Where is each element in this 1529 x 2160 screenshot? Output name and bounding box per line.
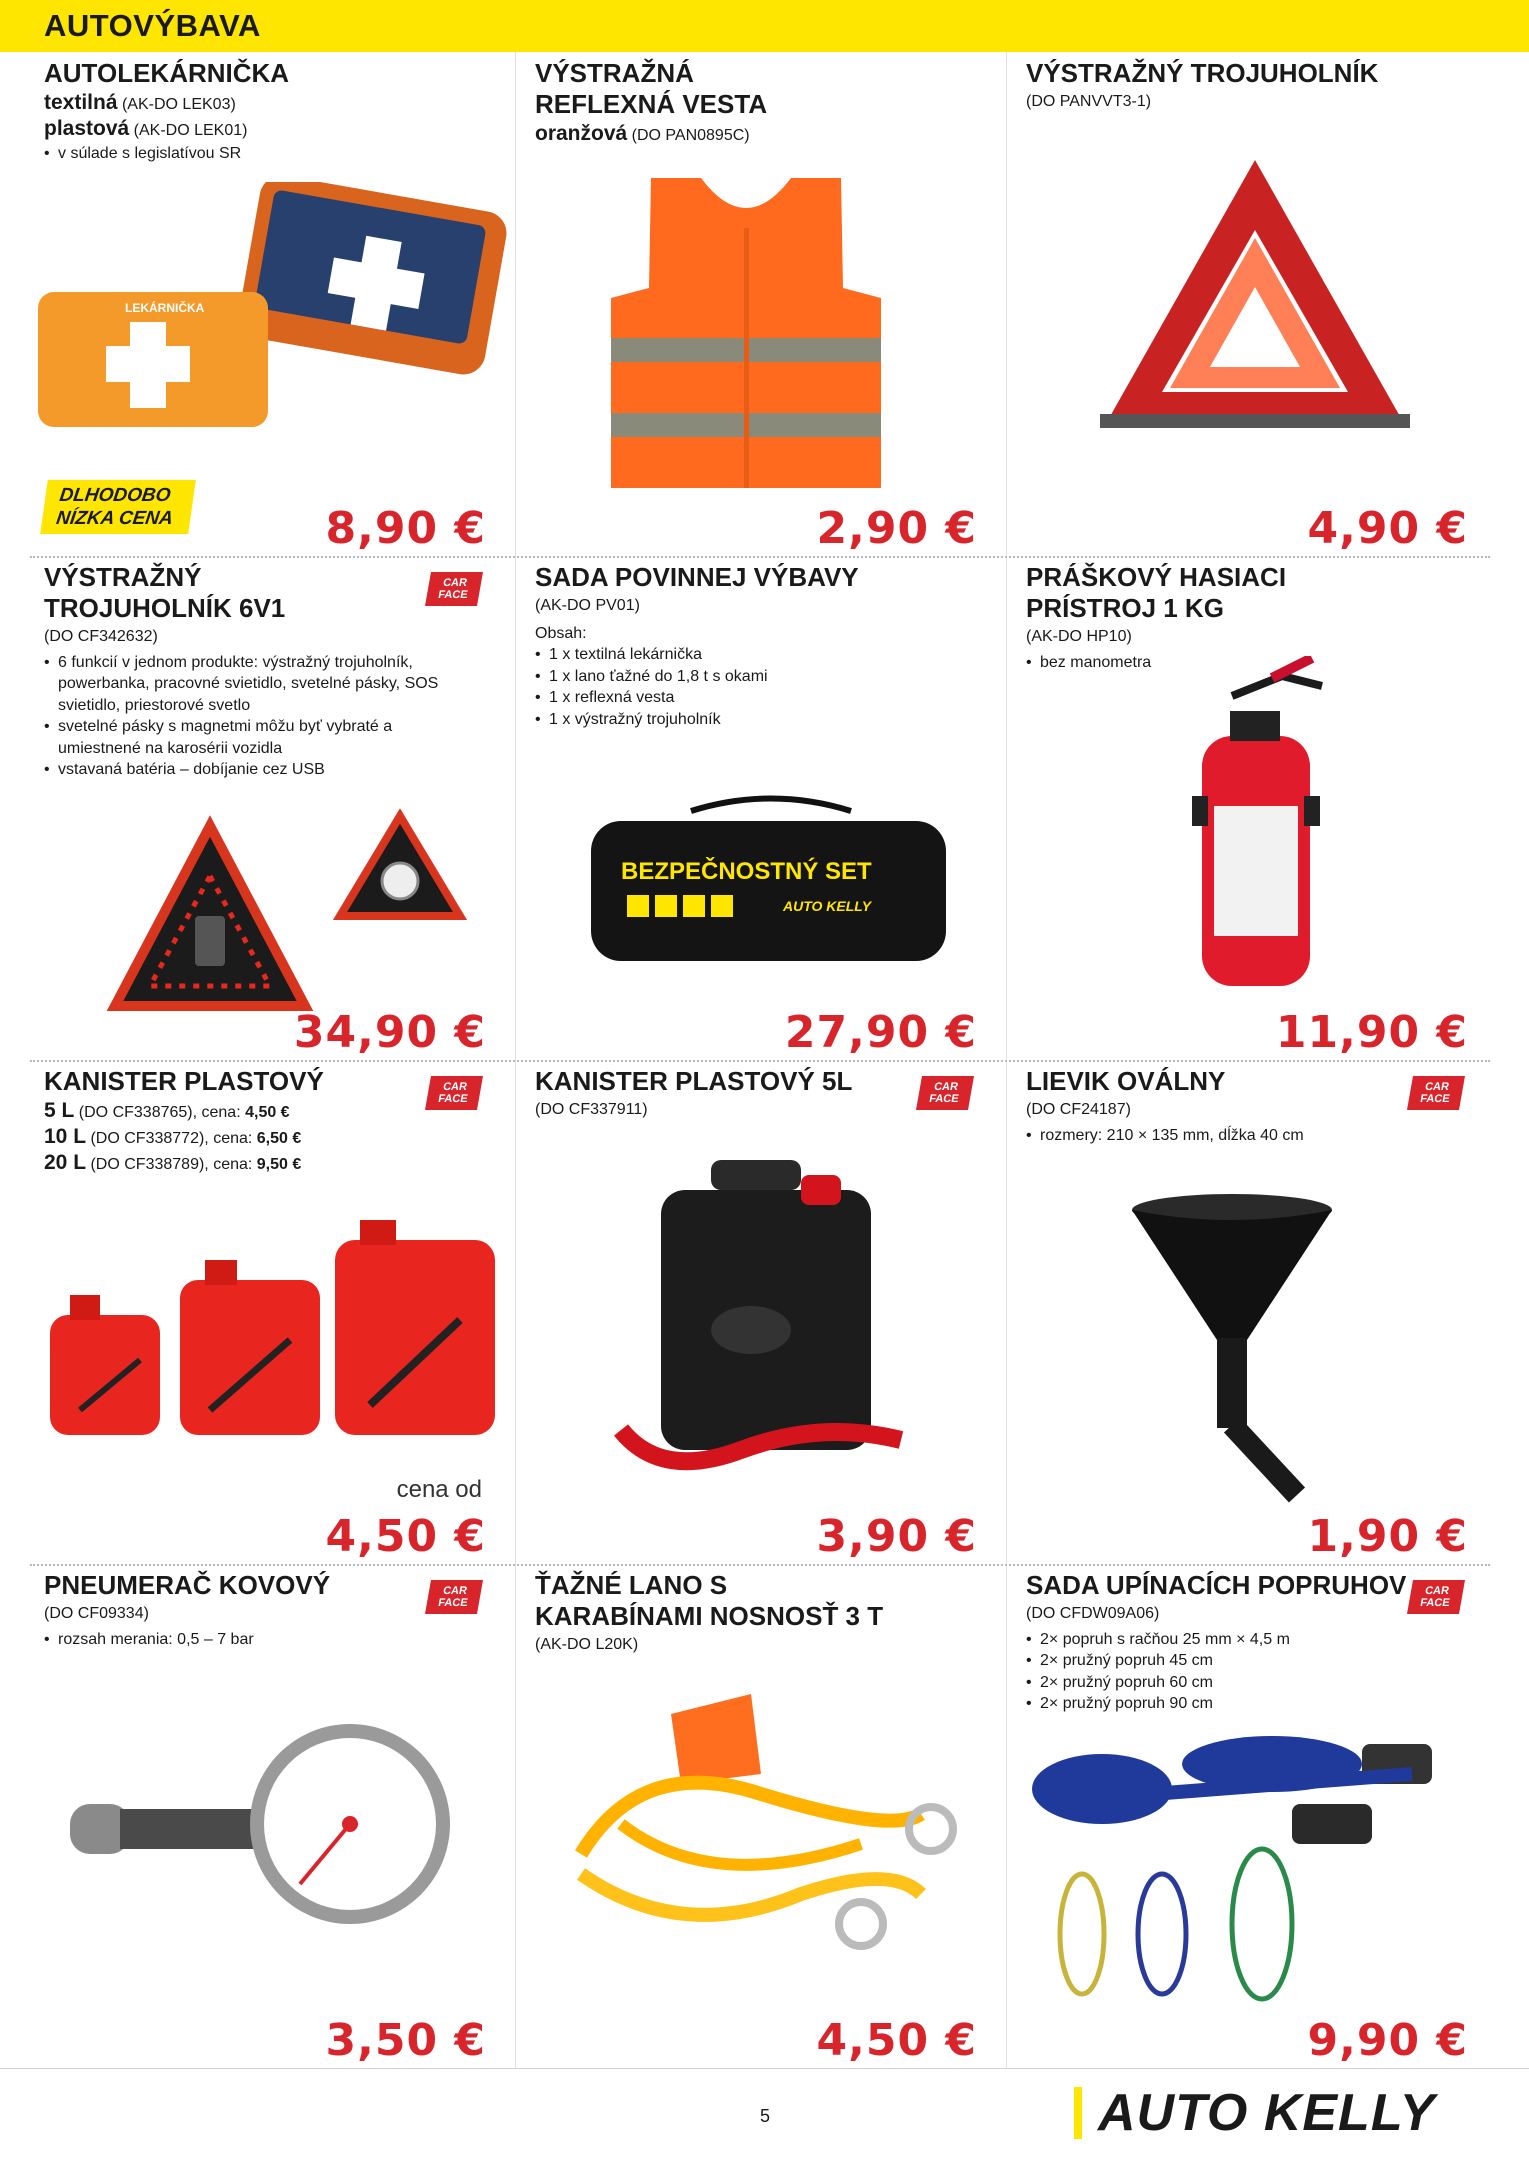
feature-item: • v súlade s legislatívou SR xyxy=(44,143,484,165)
product-title: PNEUMERAČ KOVOVÝ xyxy=(44,1570,331,1600)
page-number: 5 xyxy=(760,2106,771,2126)
car-face-label: CAR FACE xyxy=(425,572,483,606)
reflective-vest-image xyxy=(581,168,911,498)
contents-item: • 1 x textilná lekárnička xyxy=(535,644,975,666)
product-title: KANISTER PLASTOVÝ 5L xyxy=(535,1066,853,1096)
fire-extinguisher-image xyxy=(1172,656,1352,1006)
product-code: (DO PANVVT3-1) xyxy=(1026,93,1152,110)
car-face-label: CAR FACE xyxy=(1407,1580,1465,1614)
product-card-tow-rope[interactable] xyxy=(521,1564,991,2068)
long-term-low-price-badge: DLHODOBO NÍZKA CENA xyxy=(40,480,196,534)
feature-list xyxy=(44,1629,484,1651)
contents-item: • 1 x lano ťažné do 1,8 t s okami xyxy=(535,666,975,688)
product-code: (AK-DO PV01) xyxy=(535,597,640,614)
feature-item: • 2× popruh s račňou 25 mm × 4,5 m xyxy=(1026,1629,1466,1651)
logo-text: AUTO KELLY xyxy=(1098,2084,1436,2142)
size-price: 9,50 € xyxy=(256,1156,302,1173)
section-title: AUTOVÝBAVA xyxy=(44,8,261,43)
feature-item: • vstavaná batéria – dobíjanie cez USB xyxy=(44,759,464,781)
car-face-label: CAR FACE xyxy=(1407,1076,1465,1110)
feature-item: • svetelné pásky s magnetmi môžu byť vybraté a umiestnené na karosérii vozidla xyxy=(44,716,464,759)
price: 11,90 € xyxy=(1275,1007,1468,1058)
product-card-first-aid-kit[interactable] xyxy=(30,52,500,556)
black-canister-image xyxy=(601,1150,931,1490)
size-code: (DO CF338765), cena: xyxy=(74,1104,246,1121)
feature-list xyxy=(44,652,464,781)
product-code: (DO CF337911) xyxy=(535,1101,648,1118)
funnel-image xyxy=(1122,1190,1342,1510)
price: 3,90 € xyxy=(816,1511,977,1562)
auto-kelly-logo xyxy=(1074,2085,1435,2141)
car-face-label: CAR FACE xyxy=(425,1580,483,1614)
variant-name: textilná xyxy=(44,91,118,114)
size-code: (DO CF338772), cena: xyxy=(86,1130,257,1147)
product-code: (DO CF24187) xyxy=(1026,1101,1131,1118)
contents-item: • 1 x reflexná vesta xyxy=(535,687,975,709)
variant-code: (AK-DO LEK03) xyxy=(117,96,236,113)
svg-text:AUTO KELLY: AUTO KELLY xyxy=(783,898,872,914)
first-aid-kit-image xyxy=(30,182,510,442)
product-title: AUTOLEKÁRNIČKA xyxy=(44,58,290,88)
variant-code: (DO PAN0895C) xyxy=(627,127,750,144)
variant-name: plastová xyxy=(44,117,130,140)
product-card-safety-kit[interactable] xyxy=(521,556,991,1060)
price: 34,90 € xyxy=(293,1007,486,1058)
feature-item: • bez manometra xyxy=(1026,652,1466,674)
contents-item: • 1 x výstražný trojuholník xyxy=(535,709,975,731)
variant-name: oranžová xyxy=(535,122,628,145)
feature-list xyxy=(1026,1125,1466,1147)
size: 20 L xyxy=(44,1151,87,1174)
product-card-plastic-canister[interactable] xyxy=(30,1060,500,1564)
price: 27,90 € xyxy=(784,1007,977,1058)
product-card-tie-down-straps[interactable] xyxy=(1012,1564,1482,2068)
price: 1,90 € xyxy=(1307,1511,1468,1562)
product-title: KANISTER PLASTOVÝ xyxy=(44,1066,324,1096)
size-code: (DO CF338789), cena: xyxy=(86,1156,257,1173)
price: 2,90 € xyxy=(816,503,977,554)
product-code: (AK-DO HP10) xyxy=(1026,628,1132,645)
price: 4,90 € xyxy=(1307,503,1468,554)
warning-triangle-6in1-image xyxy=(100,806,500,1026)
variant-code: (AK-DO LEK01) xyxy=(129,122,248,139)
svg-text:LEKÁRNIČKA: LEKÁRNIČKA xyxy=(125,301,205,315)
price: 4,50 € xyxy=(325,1511,486,1562)
product-card-canister-5l[interactable] xyxy=(521,1060,991,1564)
section-header-bar xyxy=(0,0,1529,52)
product-code: (DO CF09334) xyxy=(44,1605,149,1622)
product-title: PRÁŠKOVÝ HASIACI PRÍSTROJ 1 KG xyxy=(1026,562,1287,623)
feature-item: • 2× pružný popruh 90 cm xyxy=(1026,1693,1466,1715)
feature-item: • 2× pružný popruh 45 cm xyxy=(1026,1650,1466,1672)
product-card-warning-triangle-6in1[interactable] xyxy=(30,556,500,1060)
tie-down-straps-image xyxy=(1032,1734,1472,2014)
price: 9,90 € xyxy=(1307,2015,1468,2066)
product-code: (AK-DO L20K) xyxy=(535,1636,639,1653)
feature-item: • rozsah merania: 0,5 – 7 bar xyxy=(44,1629,484,1651)
tow-rope-image xyxy=(561,1694,981,1974)
car-face-label: CAR FACE xyxy=(425,1076,483,1110)
product-title: LIEVIK OVÁLNY xyxy=(1026,1066,1226,1096)
product-title: VÝSTRAŽNÝ TROJUHOLNÍK 6V1 xyxy=(44,562,286,623)
product-card-fire-extinguisher[interactable] xyxy=(1012,556,1482,1060)
svg-text:BEZPEČNOSTNÝ SET: BEZPEČNOSTNÝ SET xyxy=(621,858,872,885)
contents-label: Obsah: xyxy=(535,624,587,642)
product-code: (DO CF342632) xyxy=(44,628,158,645)
product-title: SADA UPÍNACÍCH POPRUHOV xyxy=(1026,1570,1407,1600)
feature-list xyxy=(44,143,484,165)
product-card-tire-gauge[interactable] xyxy=(30,1564,500,2068)
product-title: SADA POVINNEJ VÝBAVY xyxy=(535,562,859,592)
product-title: ŤAŽNÉ LANO S KARABÍNAMI NOSNOSŤ 3 T xyxy=(535,1570,884,1631)
price-from-label: cena od xyxy=(396,1476,482,1503)
size-price: 4,50 € xyxy=(245,1104,290,1121)
feature-item: • 2× pružný popruh 60 cm xyxy=(1026,1672,1466,1694)
feature-list xyxy=(1026,1629,1466,1715)
feature-item: • 6 funkcií v jednom produkte: výstražný trojuholník, powerbanka, pracovné svietidlo, svetelné pásky, SOS svietidlo, priestorové svetlo xyxy=(44,652,464,717)
plastic-canisters-image xyxy=(40,1220,500,1440)
safety-kit-bag-image xyxy=(571,791,971,971)
product-title: VÝSTRAŽNÁ REFLEXNÁ VESTA xyxy=(535,58,768,119)
feature-item: • rozmery: 210 × 135 mm, dĺžka 40 cm xyxy=(1026,1125,1466,1147)
price: 8,90 € xyxy=(325,503,486,554)
product-code: (DO CFDW09A06) xyxy=(1026,1605,1160,1622)
product-card-funnel[interactable] xyxy=(1012,1060,1482,1564)
product-card-warning-triangle[interactable] xyxy=(1012,52,1482,556)
price: 3,50 € xyxy=(325,2015,486,2066)
car-face-label: CAR FACE xyxy=(916,1076,974,1110)
size: 10 L xyxy=(44,1125,87,1148)
product-card-reflective-vest[interactable] xyxy=(521,52,991,556)
product-title: VÝSTRAŽNÝ TROJUHOLNÍK xyxy=(1026,58,1379,88)
size-price: 6,50 € xyxy=(256,1130,302,1147)
warning-triangle-image xyxy=(1100,152,1410,432)
contents-list xyxy=(535,644,975,730)
tire-gauge-image xyxy=(70,1714,490,1954)
size: 5 L xyxy=(44,1099,75,1122)
footer-divider xyxy=(0,2068,1529,2069)
price: 4,50 € xyxy=(816,2015,977,2066)
logo-accent-bar xyxy=(1074,2087,1082,2139)
